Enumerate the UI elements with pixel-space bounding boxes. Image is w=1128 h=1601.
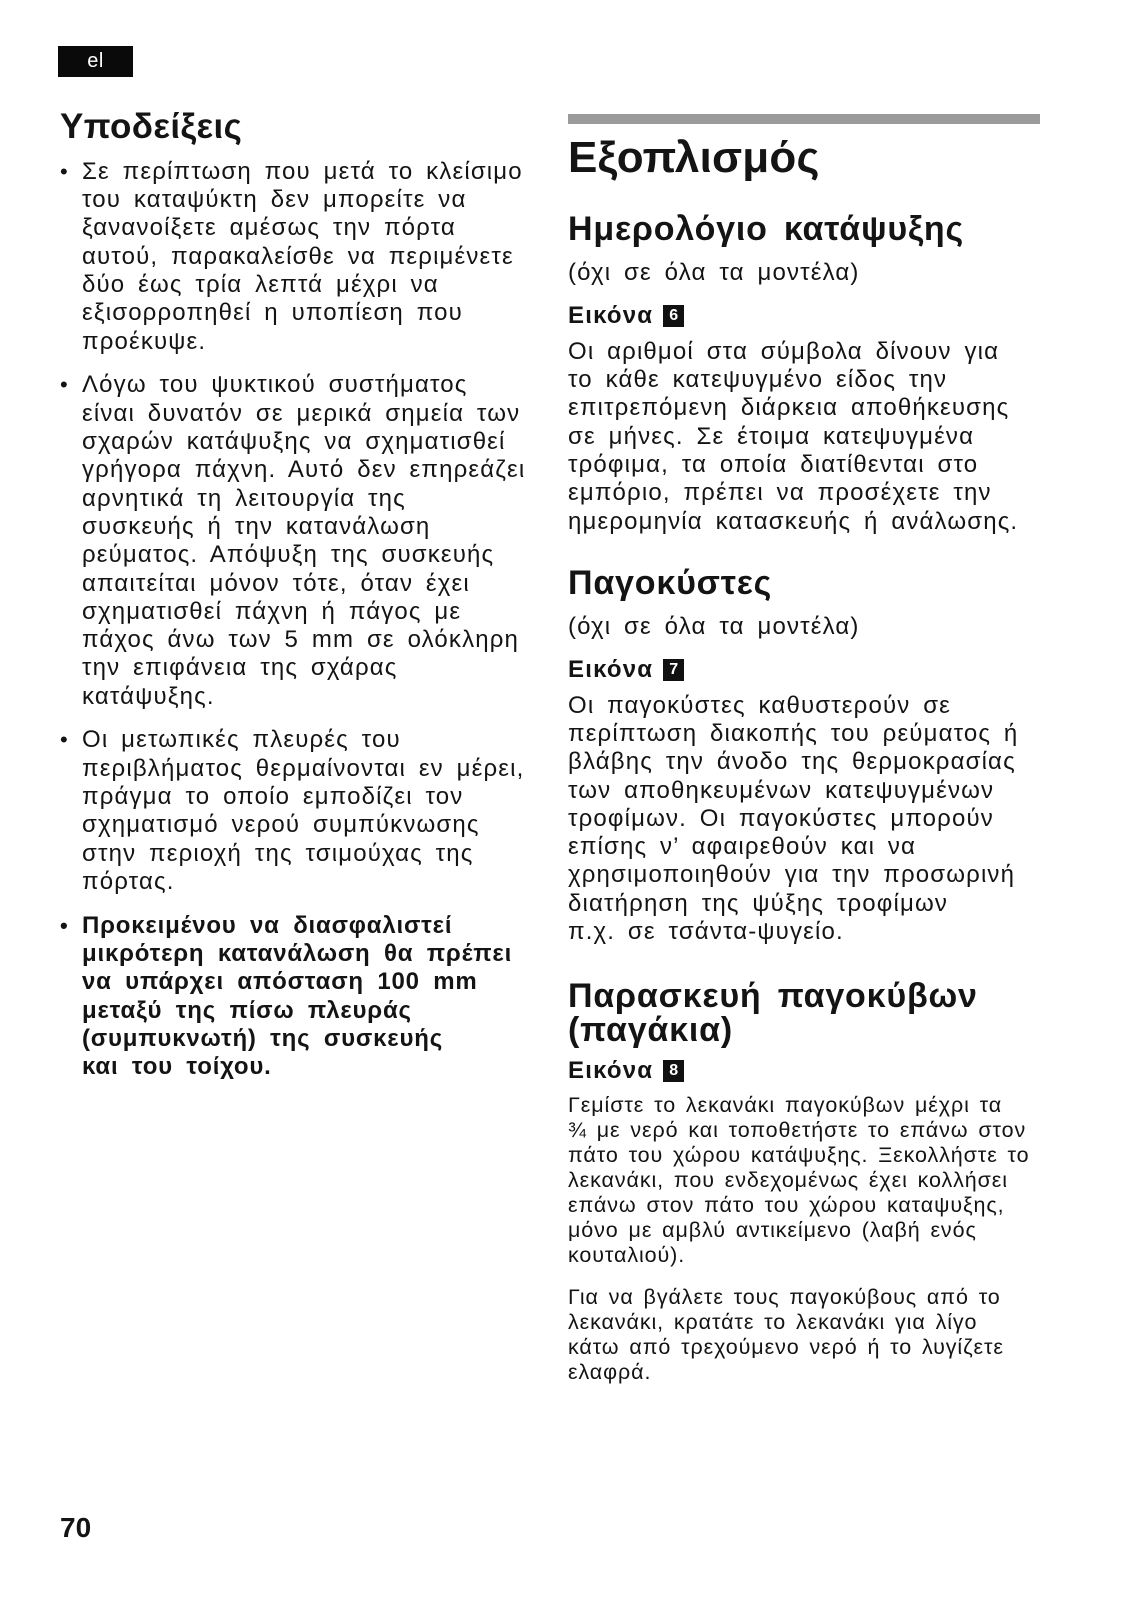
section-heading: Παρασκευή παγοκύβων (παγάκια) [568,976,978,1049]
language-badge: el [58,46,133,77]
bullet-marker: • [60,372,68,398]
section-text: Γεμίστε το λεκανάκι παγοκύβων μέχρι τα ¾ με νερό και τοποθετήστε το επάνω στον πάτο του χώρου κατάψυξης. Ξεκολλήστε το λεκανάκι, που ενδεχομένως έχει κολλήσει επάνω στον πάτο του χώρου καταψυξης, μόνο με αμβλύ αντικείμενο (λαβή ενός κουταλιού). [568,1093,1030,1268]
hint-text: Οι μετωπικές πλευρές του περιβλήματος θερμαίνονται εν μέρει, πράγμα το οποίο εμποδίζει τον σχηματισμό νερού συμπύκνωσης στην περιοχή της τσιμούχας της πόρτας. [82,726,525,895]
section-text: Για να βγάλετε τους παγοκύβους από το λεκανάκι, κρατάτε το λεκανάκι για λίγο κάτω από τρεχούμενο νερό ή το λυγίζετε ελαφρά. [568,1285,1004,1385]
bullet-marker: • [60,727,68,753]
equipment-title: Εξοπλισμός [568,133,820,182]
figure-number-box: 7 [663,659,684,681]
figure-reference [568,656,1088,684]
hint-item [60,158,550,356]
hints-column [60,106,550,1097]
equipment-column [568,131,1088,1385]
hint-item-emphasized [60,912,550,1082]
bullet-marker: • [60,158,68,184]
ice-packs-section [568,563,1088,946]
section-text: Οι παγοκύστες καθυστερούν σε περίπτωση διακοπής του ρεύματος ή βλάβης την άνοδο της θερμοκρασίας των αποθηκευμένων κατεψυγμένων τροφίμων. Οι παγοκύστες μπορούν επίσης ν’ αφαιρεθούν και να χρησιμοποιηθούν για την προσωρινή διατήρηση της ψύξης τροφίμων π.χ. σε τσάντα-ψυγείο. [568,691,1019,946]
section-divider-bar [568,114,1040,124]
section-heading: Παγοκύστες [568,563,773,602]
model-availability-note: (όχι σε όλα τα μοντέλα) [568,612,860,640]
section-text: Οι αριθμοί στα σύμβολα δίνουν για το κάθε κατεψυγμένο είδος την επιτρεπόμενη διάρκεια αποθήκευσης σε μήνες. Σε έτοιμα κατεψυγμένα τρόφιμα, τα οποία διατίθενται στο εμπόριο, πρέπει να προσέχετε την ημερομηνία κατασκευής ή ανάλωσης. [568,337,1019,535]
hint-text: Σε περίπτωση που μετά το κλείσιμο του καταψύκτη δεν μπορείτε να ξανανοίξετε αμέσως την πόρτα αυτού, παρακαλείσθε να περιμένετε δύο έως τρία λεπτά μέχρι να εξισορροπηθεί η υποπίεση που προέκυψε. [82,157,523,355]
figure-number-box: 6 [663,305,684,327]
section-heading: Ημερολόγιο κατάψυξης [568,210,964,248]
figure-label: Εικόνα [568,301,654,329]
page-number: 70 [60,1512,92,1543]
figure-label: Εικόνα [568,655,654,683]
hint-text-emphasized: Προκειμένου να διασφαλιστεί μικρότερη κατανάλωση θα πρέπει να υπάρχει απόσταση 100 mm μεταξύ της πίσω πλευράς (συμπυκνωτή) της συσκευής και του τοίχου. [82,911,513,1081]
freezer-calendar-section [568,209,1088,536]
ice-cubes-section [568,976,1088,1386]
model-availability-note: (όχι σε όλα τα μοντέλα) [568,259,860,286]
hints-heading: Υποδείξεις [60,107,243,146]
hint-item [60,371,550,711]
figure-reference [568,302,1088,330]
hint-text: Λόγω του ψυκτικού συστήματος είναι δυνατόν σε μερικά σημεία των σχαρών κατάψυξης να σχηματισθεί γρήγορα πάχνη. Αυτό δεν επηρεάζει αρνητικά τη λειτουργία της συσκευής ή την κατανάλωση ρεύματος. Απόψυξη της συσκευής απαιτείται μόνον τότε, όταν έχει σχηματισθεί πάχνη ή πάγος με πάχος άνω των 5 mm σε ολόκληρη την επιφάνεια της σχάρας κατάψυξης. [82,371,526,710]
figure-label: Εικόνα [568,1056,654,1084]
bullet-marker: • [60,912,69,938]
figure-number-box: 8 [663,1060,684,1082]
figure-reference [568,1057,1088,1085]
hint-item [60,726,550,896]
hints-list [60,158,550,1082]
